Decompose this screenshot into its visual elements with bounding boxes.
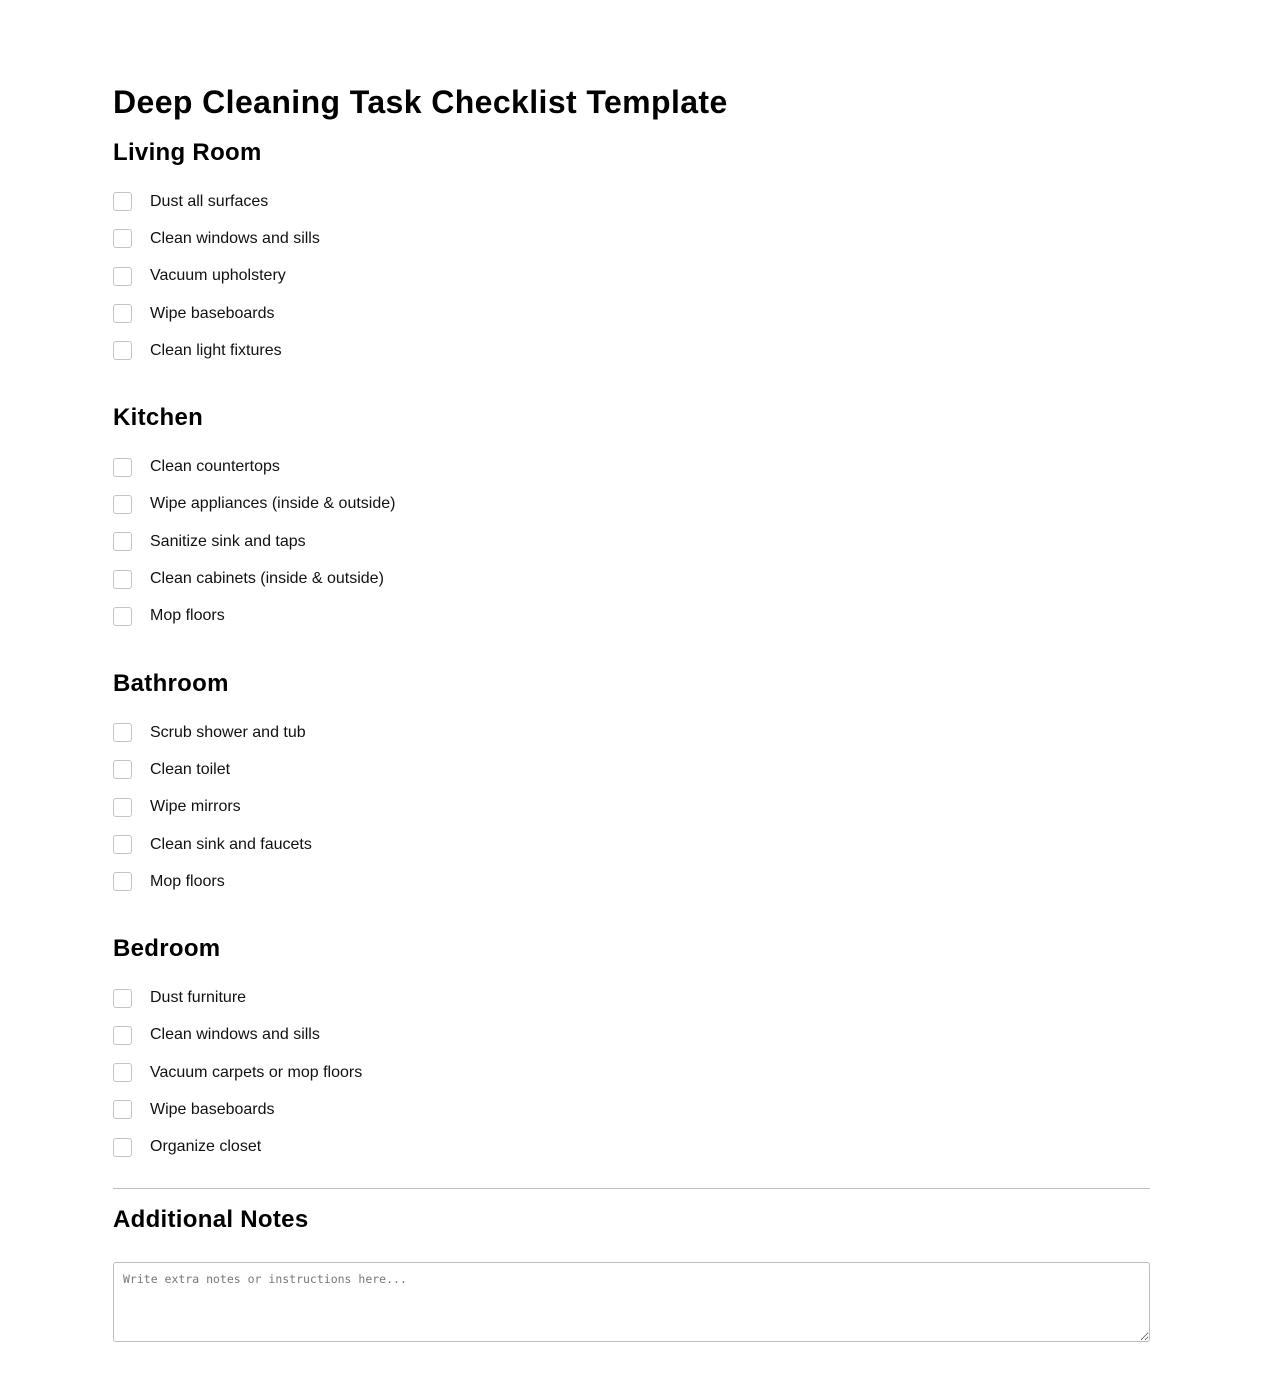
task-checkbox[interactable] — [113, 192, 132, 211]
task-item[interactable] — [113, 1129, 1150, 1166]
section-heading: Bedroom — [113, 935, 221, 963]
task-item[interactable] — [113, 751, 1150, 788]
task-item[interactable] — [113, 789, 1150, 826]
section-bedroom — [113, 933, 1150, 1165]
task-item[interactable] — [113, 258, 1150, 295]
task-label: Mop floors — [150, 872, 225, 890]
task-checkbox[interactable] — [113, 458, 132, 477]
task-item[interactable] — [113, 220, 1150, 257]
task-checkbox[interactable] — [113, 304, 132, 323]
task-checkbox[interactable] — [113, 723, 132, 742]
task-checkbox[interactable] — [113, 760, 132, 779]
task-label: Clean windows and sills — [150, 229, 320, 247]
task-label: Clean light fixtures — [150, 341, 282, 359]
task-item[interactable] — [113, 979, 1150, 1016]
task-checkbox[interactable] — [113, 835, 132, 854]
task-item[interactable] — [113, 1054, 1150, 1091]
task-item[interactable] — [113, 332, 1150, 369]
task-checkbox[interactable] — [113, 229, 132, 248]
task-label: Sanitize sink and taps — [150, 532, 306, 550]
task-item[interactable] — [113, 486, 1150, 523]
task-checkbox[interactable] — [113, 1100, 132, 1119]
notes-section — [113, 1204, 1150, 1342]
task-checkbox[interactable] — [113, 872, 132, 891]
task-label: Wipe baseboards — [150, 1100, 275, 1118]
task-item[interactable] — [113, 1091, 1150, 1128]
task-checkbox[interactable] — [113, 532, 132, 551]
section-kitchen — [113, 402, 1150, 634]
task-checkbox[interactable] — [113, 989, 132, 1008]
task-label: Wipe mirrors — [150, 798, 241, 816]
task-label: Wipe baseboards — [150, 304, 275, 322]
page-title: Deep Cleaning Task Checklist Template — [113, 84, 728, 120]
task-checkbox[interactable] — [113, 1026, 132, 1045]
task-label: Vacuum carpets or mop floors — [150, 1063, 363, 1081]
task-list — [113, 448, 1150, 634]
task-item[interactable] — [113, 826, 1150, 863]
task-item[interactable] — [113, 183, 1150, 220]
task-checkbox[interactable] — [113, 341, 132, 360]
divider — [113, 1188, 1150, 1189]
task-item[interactable] — [113, 598, 1150, 635]
task-checkbox[interactable] — [113, 267, 132, 286]
task-item[interactable] — [113, 448, 1150, 485]
task-checkbox[interactable] — [113, 1138, 132, 1157]
task-checkbox[interactable] — [113, 607, 132, 626]
task-item[interactable] — [113, 523, 1150, 560]
task-item[interactable] — [113, 295, 1150, 332]
task-label: Clean cabinets (inside & outside) — [150, 570, 384, 588]
section-heading: Living Room — [113, 139, 262, 166]
checklist-page — [113, 0, 1150, 1342]
section-living-room — [113, 137, 1150, 369]
task-item[interactable] — [113, 714, 1150, 751]
task-item[interactable] — [113, 560, 1150, 597]
task-list — [113, 714, 1150, 900]
task-label: Clean sink and faucets — [150, 835, 312, 853]
task-list — [113, 979, 1150, 1165]
task-label: Clean countertops — [150, 458, 280, 476]
section-heading: Kitchen — [113, 404, 204, 432]
task-label: Wipe appliances (inside & outside) — [150, 495, 396, 513]
task-label: Scrub shower and tub — [150, 723, 306, 741]
section-heading: Bathroom — [113, 669, 229, 697]
task-label: Clean windows and sills — [150, 1026, 320, 1044]
task-checkbox[interactable] — [113, 570, 132, 589]
task-label: Vacuum upholstery — [150, 267, 286, 285]
task-label: Clean toilet — [150, 760, 231, 778]
task-item[interactable] — [113, 863, 1150, 900]
notes-heading: Additional Notes — [113, 1205, 309, 1233]
task-checkbox[interactable] — [113, 798, 132, 817]
task-item[interactable] — [113, 1017, 1150, 1054]
task-label: Dust furniture — [150, 989, 247, 1007]
task-label: Organize closet — [150, 1138, 262, 1156]
task-list — [113, 183, 1150, 369]
task-label: Dust all surfaces — [150, 192, 269, 210]
notes-textarea[interactable] — [113, 1262, 1150, 1342]
task-label: Mop floors — [150, 607, 225, 625]
task-checkbox[interactable] — [113, 1063, 132, 1082]
task-checkbox[interactable] — [113, 495, 132, 514]
section-bathroom — [113, 668, 1150, 900]
